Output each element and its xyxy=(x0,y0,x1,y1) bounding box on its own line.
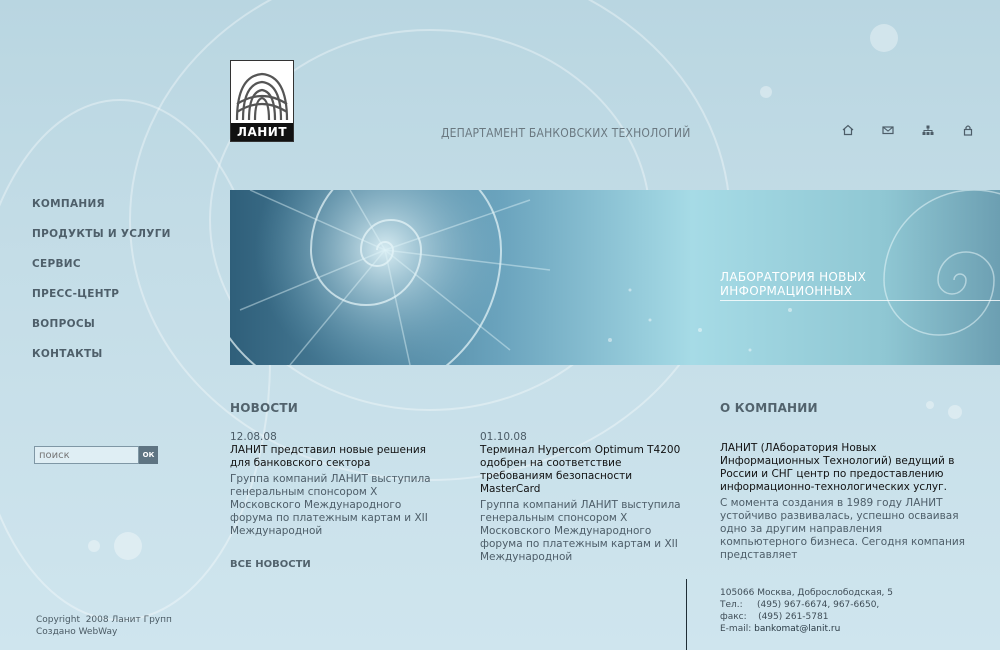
department-title: ДЕПАРТАМЕНТ БАНКОВСКИХ ТЕХНОЛОГИЙ xyxy=(441,126,691,140)
about-block xyxy=(720,442,970,562)
search-ok-button[interactable]: ОК xyxy=(139,446,158,464)
copyright-text: Copyright 2008 Ланит Групп xyxy=(36,615,172,625)
nav-item-press[interactable]: ПРЕСС-ЦЕНТР xyxy=(32,288,120,300)
about-headline: ЛАНИТ (ЛАборатория Новых Информационных Технологий) ведущий в России и СНГ центр по предоставлению информационно-технологических услуг. xyxy=(720,442,955,493)
news-summary: Группа компаний ЛАНИТ выступила генеральным спонсором X Московского Международного форума по платежным картам и XII Международной xyxy=(480,499,681,563)
search-form xyxy=(34,446,158,464)
main-nav xyxy=(32,198,171,378)
created-by-text[interactable]: Создано WebWay xyxy=(36,627,118,637)
contact-email-link[interactable]: bankomat@lanit.ru xyxy=(754,624,841,634)
nav-item-service[interactable]: СЕРВИС xyxy=(32,258,81,270)
logo-text: ЛАНИТ xyxy=(231,123,293,141)
nav-item-faq[interactable]: ВОПРОСЫ xyxy=(32,318,96,330)
contact-fax: факс: (495) 261-5781 xyxy=(720,612,829,622)
search-input[interactable] xyxy=(34,446,139,464)
copyright-block xyxy=(36,614,172,638)
contact-phone: Тел.: (495) 967-6674, 967-6650, xyxy=(720,600,880,610)
all-news-link[interactable]: ВСЕ НОВОСТИ xyxy=(230,559,311,570)
contacts-block xyxy=(720,587,893,635)
contact-email-label: E-mail: xyxy=(720,624,752,634)
footer-divider xyxy=(686,579,687,650)
news-headline-link[interactable]: ЛАНИТ представил новые решения для банковского сектора xyxy=(230,444,426,469)
top-icons xyxy=(842,124,974,136)
contact-address: 105066 Москва, Доброслободская, 5 xyxy=(720,588,893,598)
nav-item-company[interactable]: КОМПАНИЯ xyxy=(32,198,105,210)
nav-item-products[interactable]: ПРОДУКТЫ И УСЛУГИ xyxy=(32,228,171,240)
logo-arches-icon xyxy=(233,64,291,122)
banner-caption: ЛАБОРАТОРИЯ НОВЫХ ИНФОРМАЦИОННЫХ xyxy=(720,270,1000,301)
news-item xyxy=(230,431,440,538)
mail-icon[interactable] xyxy=(882,124,894,136)
lock-icon[interactable] xyxy=(962,124,974,136)
news-date: 01.10.08 xyxy=(480,431,527,443)
news-date: 12.08.08 xyxy=(230,431,277,443)
about-title: О КОМПАНИИ xyxy=(720,401,818,415)
lanit-logo[interactable] xyxy=(230,60,294,142)
home-icon[interactable] xyxy=(842,124,854,136)
nav-item-contacts[interactable]: КОНТАКТЫ xyxy=(32,348,103,360)
about-text: С момента создания в 1989 году ЛАНИТ устойчиво развивалась, успешно осваивая одно за другим направления компьютерного бизнеса. Сегодня компания представляет xyxy=(720,497,965,561)
hero-banner xyxy=(230,190,1000,365)
news-headline-link[interactable]: Терминал Hypercom Optimum T4200 одобрен на соответствие требованиям безопасности MasterCard xyxy=(480,444,681,495)
news-summary: Группа компаний ЛАНИТ выступила генеральным спонсором X Московского Международного форума по платежным картам и XII Международной xyxy=(230,473,431,537)
sitemap-icon[interactable] xyxy=(922,124,934,136)
news-title: НОВОСТИ xyxy=(230,401,299,415)
news-item xyxy=(480,431,690,564)
